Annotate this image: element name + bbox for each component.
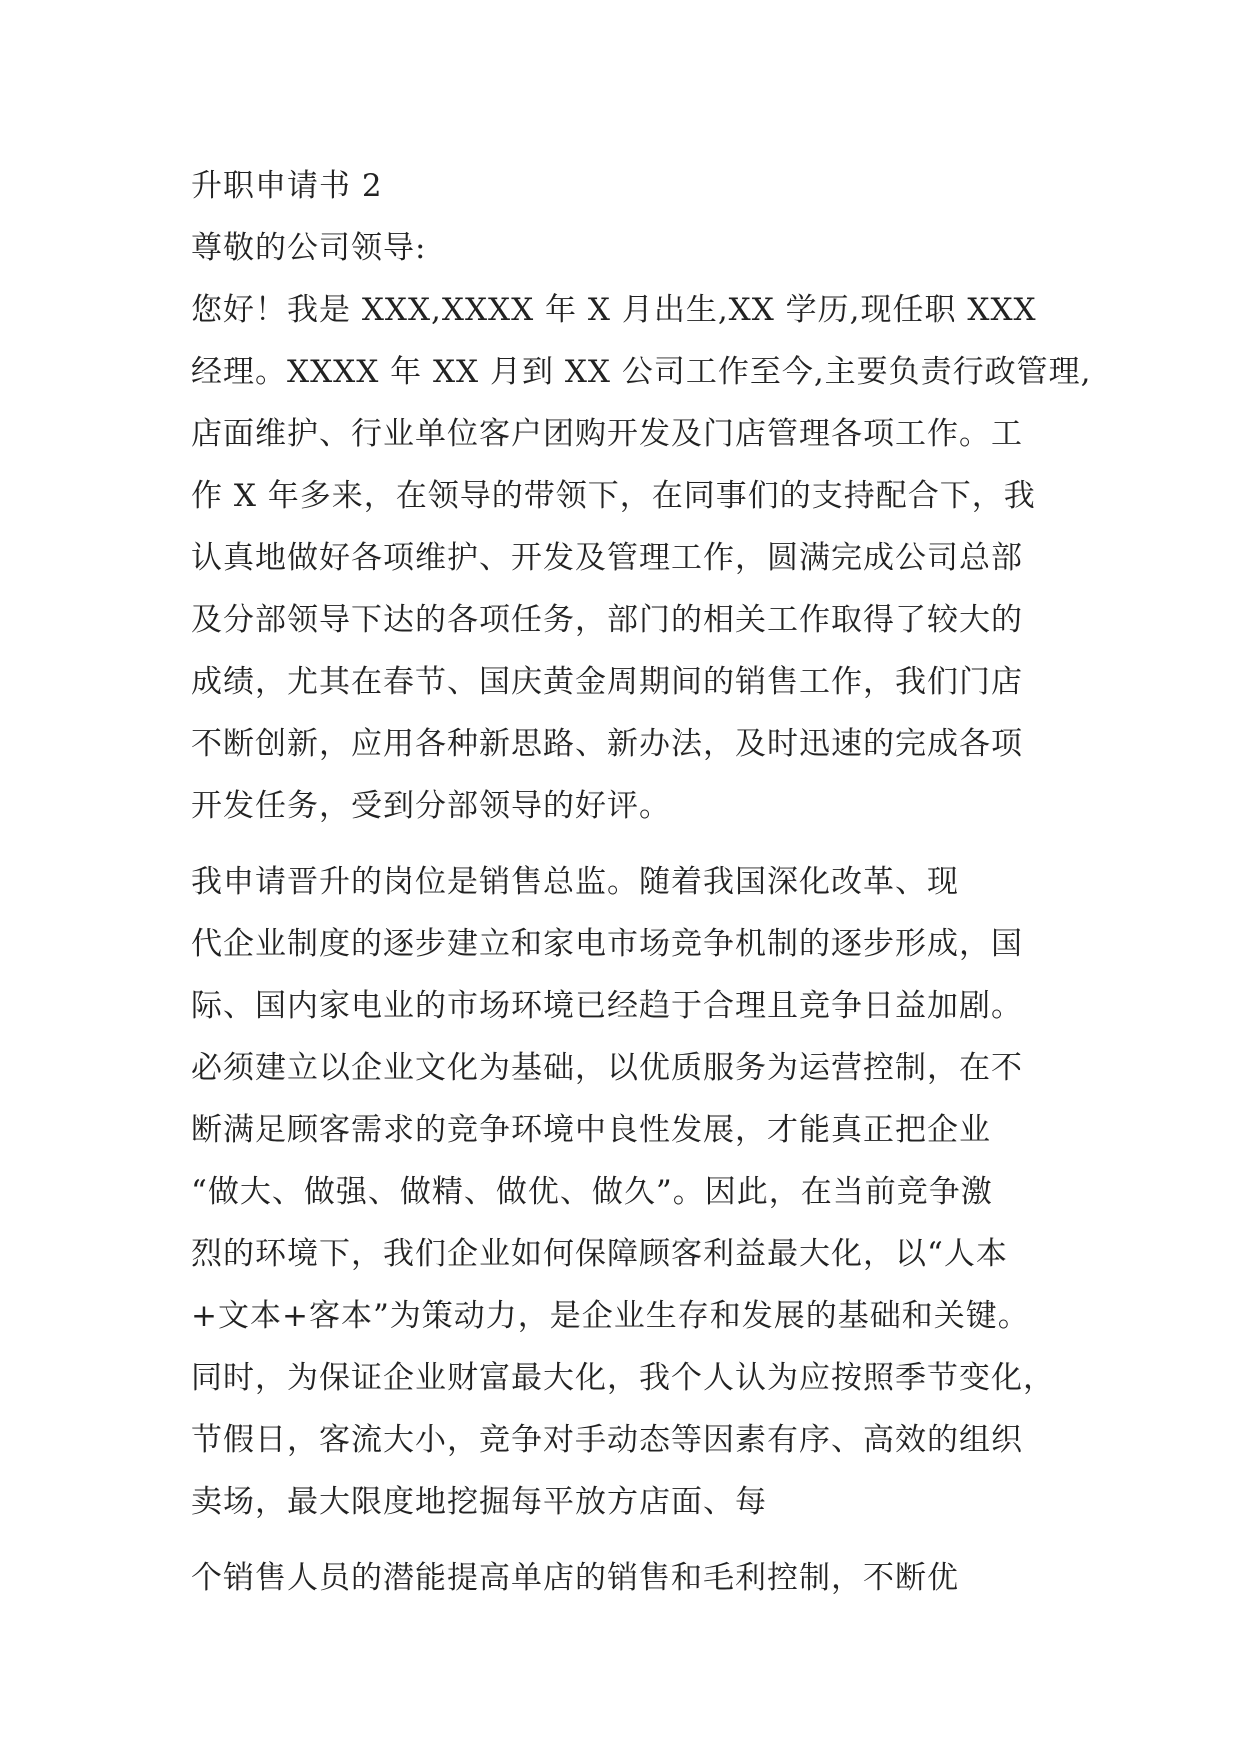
paragraph-2-line-9: 同时，为保证企业财富最大化，我个人认为应按照季节变化， <box>191 1360 1055 1396</box>
paragraph-2-line-3: 际、国内家电业的市场环境已经趋于合理且竞争日益加剧。 <box>191 988 1023 1024</box>
paragraph-gap <box>191 1533 1061 1547</box>
paragraph-2-line-6: “做大、做强、做精、做优、做久”。因此，在当前竞争激 <box>191 1174 993 1210</box>
paragraph-2-line-10: 节假日，客流大小，竞争对手动态等因素有序、高效的组织 <box>191 1422 1023 1458</box>
paragraph-1-line-7: 成绩，尤其在春节、国庆黄金周期间的销售工作，我们门店 <box>191 664 1023 700</box>
salutation: 尊敬的公司领导: <box>191 230 427 266</box>
paragraph-2-line-11: 卖场，最大限度地挖掘每平放方店面、每 <box>191 1484 767 1520</box>
paragraph-1-line-2: 经理。XXXX 年 XX 月到 XX 公司工作至今,主要负责行政管理, <box>191 354 1092 390</box>
paragraph-2-line-1: 我申请晋升的岗位是销售总监。随着我国深化改革、现 <box>191 864 959 900</box>
paragraph-1-line-1: 您好！我是 XXX,XXXX 年 X 月出生,XX 学历,现任职 XXX <box>191 292 1037 328</box>
paragraph-gap <box>191 837 1061 851</box>
paragraph-1-line-5: 认真地做好各项维护、开发及管理工作，圆满完成公司总部 <box>191 540 1023 576</box>
paragraph-2-line-7: 烈的环境下，我们企业如何保障顾客利益最大化，以“人本 <box>191 1236 1008 1272</box>
paragraph-2-line-8: +文本+客本”为策动力，是企业生存和发展的基础和关键。 <box>191 1298 1030 1334</box>
document-title: 升职申请书 2 <box>191 168 383 204</box>
paragraph-1-line-4: 作 X 年多来，在领导的带领下，在同事们的支持配合下，我 <box>191 478 1036 514</box>
paragraph-2-line-2: 代企业制度的逐步建立和家电市场竞争机制的逐步形成，国 <box>191 926 1023 962</box>
paragraph-2-line-4: 必须建立以企业文化为基础，以优质服务为运营控制，在不 <box>191 1050 1023 1086</box>
paragraph-1-line-6: 及分部领导下达的各项任务，部门的相关工作取得了较大的 <box>191 602 1023 638</box>
paragraph-2-line-5: 断满足顾客需求的竞争环境中良性发展，才能真正把企业 <box>191 1112 991 1148</box>
paragraph-1-line-9: 开发任务，受到分部领导的好评。 <box>191 788 671 824</box>
document-body <box>191 155 1092 1609</box>
paragraph-1-line-8: 不断创新，应用各种新思路、新办法，及时迅速的完成各项 <box>191 726 1023 762</box>
paragraph-3-line-1: 个销售人员的潜能提高单店的销售和毛利控制，不断优 <box>191 1560 959 1596</box>
paragraph-1-line-3: 店面维护、行业单位客户团购开发及门店管理各项工作。工 <box>191 416 1023 452</box>
